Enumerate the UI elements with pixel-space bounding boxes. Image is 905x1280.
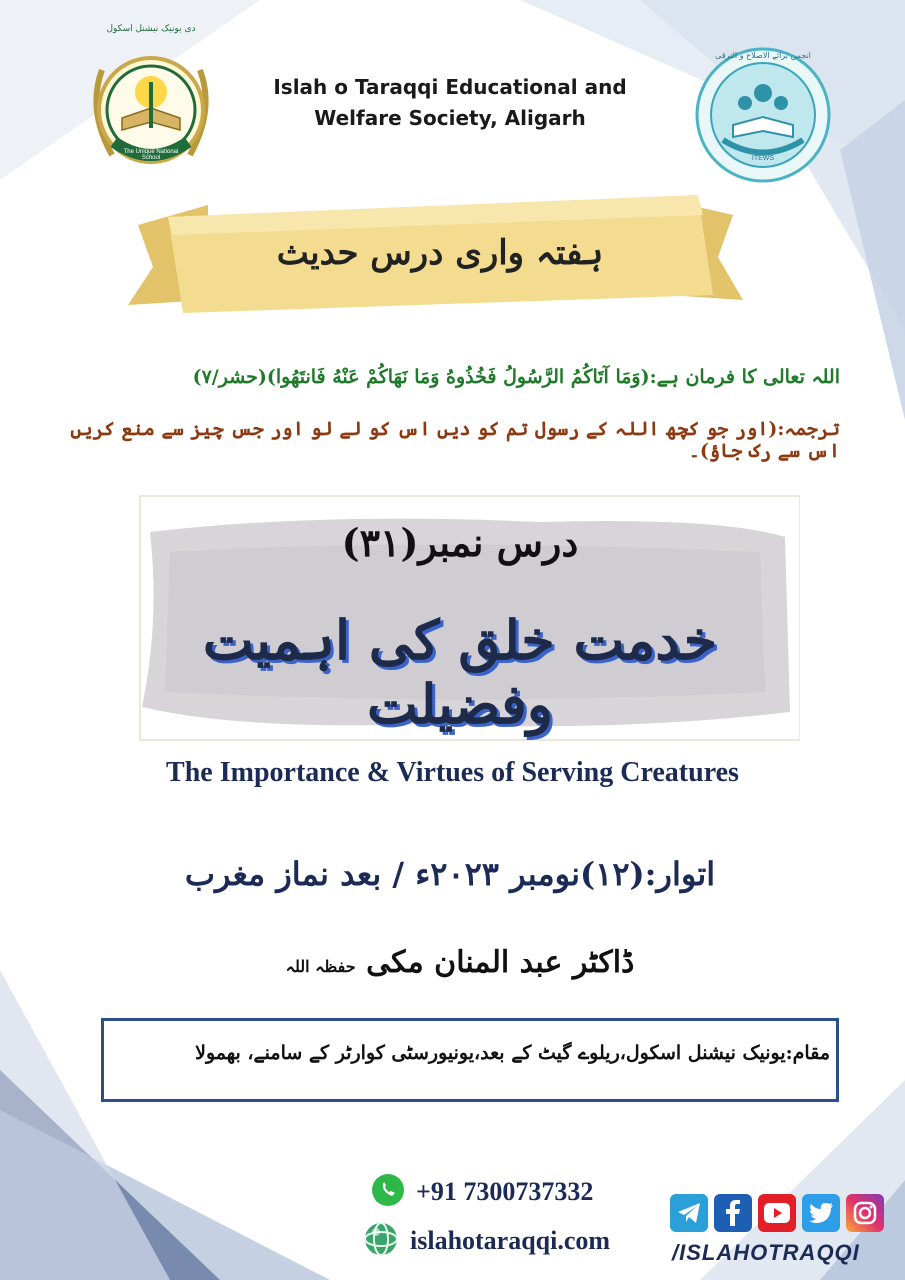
phone-number: +91 7300737332 xyxy=(416,1177,594,1206)
speaker-name: ڈاکٹر عبد المنان مکی xyxy=(366,945,635,980)
social-handle[interactable]: /ISLAHOTRAQQI xyxy=(672,1240,860,1265)
globe-icon xyxy=(362,1220,400,1262)
website-contact[interactable] xyxy=(362,1220,610,1262)
lesson-title-urdu: خدمت خلق کی اہمیت وفضیلت xyxy=(202,608,718,736)
venue-text: مقام:یونیک نیشنل اسکول،ریلوے گیٹ کے بعد،یونیورسٹی کوارٹر کے سامنے، بھمولا xyxy=(195,1042,830,1064)
instagram-icon[interactable] xyxy=(846,1194,884,1232)
quran-verse: اللہ تعالی کا فرمان ہے:(وَمَا آتَاكُمُ الرَّسُولُ فَخُذُوهُ وَمَا نَهَاكُمْ عَنْهُ فَانتَهُوا)(حشر/۷) xyxy=(192,366,840,388)
whatsapp-icon xyxy=(370,1172,406,1212)
facebook-icon[interactable] xyxy=(714,1194,752,1232)
ribbon-title: ہفتہ واری درس حدیث xyxy=(276,233,604,273)
twitter-icon[interactable] xyxy=(802,1194,840,1232)
youtube-icon[interactable] xyxy=(758,1194,796,1232)
telegram-icon[interactable] xyxy=(670,1194,708,1232)
speaker-honorific: حفظہ اللہ xyxy=(285,957,356,976)
organization-name-line1: Islah o Taraqqi Educational and xyxy=(273,75,627,99)
website-url: islahotaraqqi.com xyxy=(410,1226,611,1255)
speaker xyxy=(250,945,670,980)
lesson-title-english: The Importance & Virtues of Serving Creatures xyxy=(166,757,739,788)
social-icons xyxy=(670,1194,884,1232)
phone-contact[interactable] xyxy=(370,1172,593,1212)
school-logo-top-text: دی یونیک نیشنل اسکول xyxy=(106,24,196,34)
lesson-number: درس نمبر(۳۱) xyxy=(341,520,579,565)
school-logo xyxy=(82,24,220,180)
lesson-date-time: اتوار:(۱۲)نومبر ۲۰۲۳ء / بعد نماز مغرب xyxy=(184,855,716,893)
society-logo-abbr: ITEWS xyxy=(751,155,775,162)
organization-name-line2: Welfare Society, Aligarh xyxy=(314,106,586,130)
organization-name xyxy=(220,72,680,134)
verse-translation: ترجمہ:(اور جو کچھ اللہ کے رسول تم کو دیں اس کو لے لو اور جس چیز سے منع کریں اس سے رک جاؤ)۔ xyxy=(70,418,840,462)
society-logo xyxy=(693,45,833,185)
school-logo-ring-text: The Unique National School xyxy=(123,149,179,161)
society-logo-ring-text: انجمن برائے الاصلاح و الترقی xyxy=(715,51,811,60)
